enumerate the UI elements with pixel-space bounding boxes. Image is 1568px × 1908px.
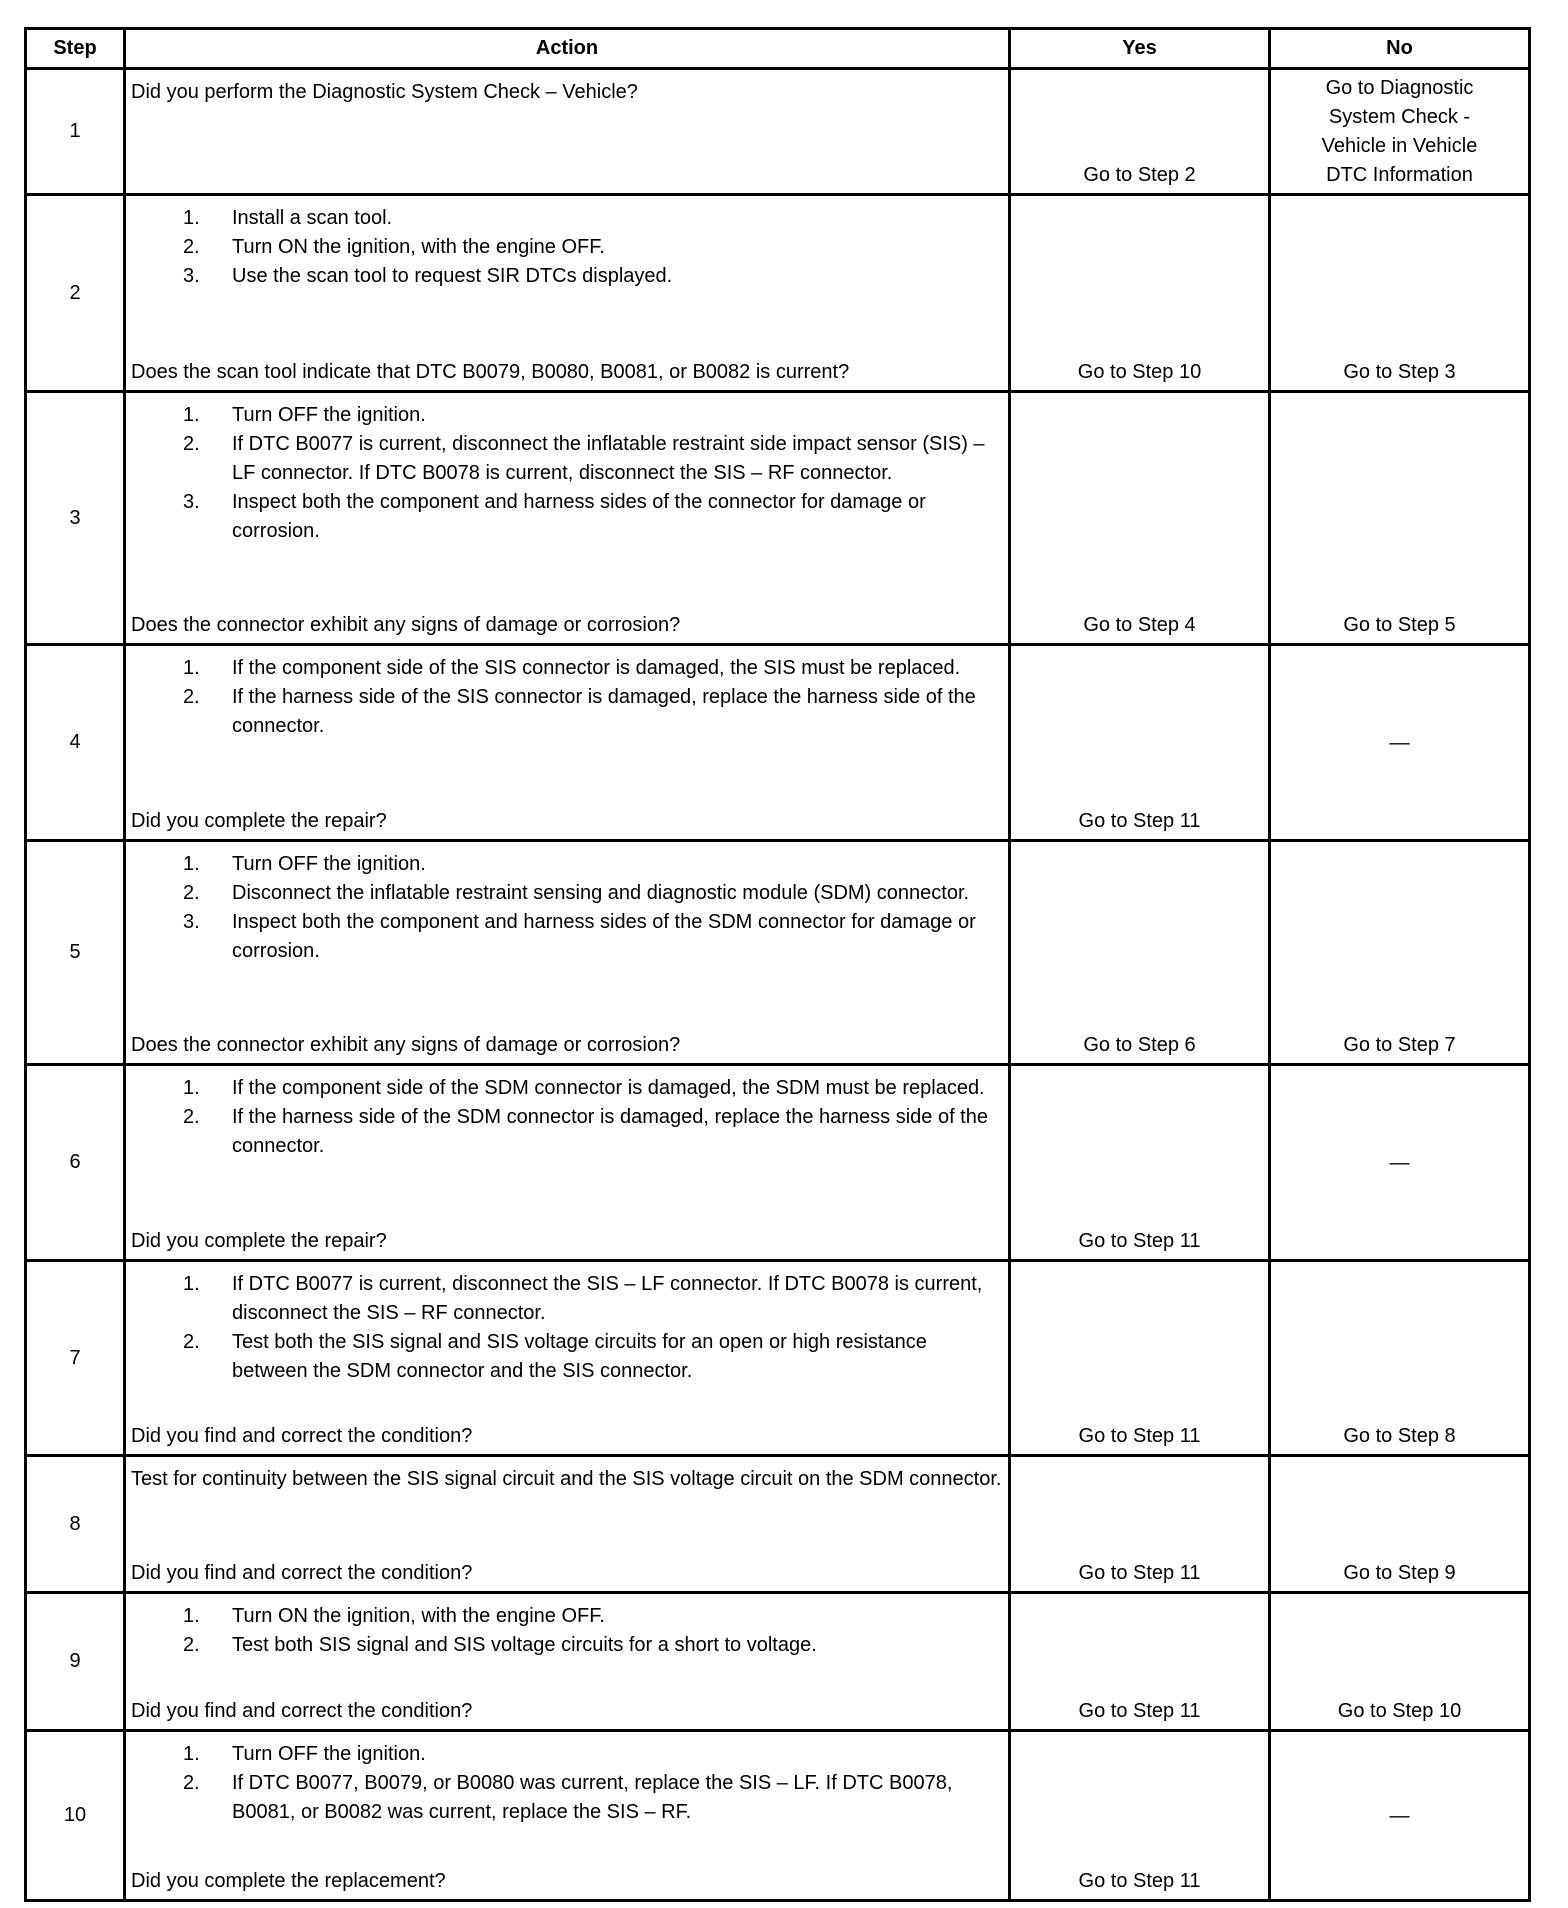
action-item: If DTC B0077 is current, disconnect the SIS – LF connector. If DTC B0078 is current, disconnect the SIS – RF connector.	[232, 1273, 983, 1324]
no-result: Go to Step 8	[1271, 1262, 1531, 1457]
yes-result: Go to Step 11	[1011, 646, 1271, 842]
no-result: —	[1271, 1066, 1531, 1262]
action-item: Inspect both the component and harness sides of the connector for damage or corrosion.	[232, 491, 926, 542]
header-yes: Yes	[1011, 30, 1271, 70]
action-steps-list	[131, 401, 1004, 546]
step-number: 7	[27, 1262, 126, 1457]
yes-result: Go to Step 11	[1011, 1262, 1271, 1457]
yes-result: Go to Step 11	[1011, 1594, 1271, 1732]
step-number: 5	[27, 842, 126, 1066]
no-result: Go to Diagnostic System Check - Vehicle in Vehicle DTC Information	[1271, 70, 1531, 196]
action-steps-list	[131, 1602, 1004, 1660]
action-cell	[126, 196, 1011, 393]
action-question: Does the scan tool indicate that DTC B0079, B0080, B0081, or B0082 is current?	[131, 361, 850, 383]
action-cell	[126, 1594, 1011, 1732]
action-question: Did you find and correct the condition?	[131, 1425, 473, 1447]
no-result: —	[1271, 646, 1531, 842]
action-question: Did you perform the Diagnostic System Check – Vehicle?	[131, 81, 638, 103]
action-steps-list	[131, 850, 1004, 966]
no-result: Go to Step 3	[1271, 196, 1531, 393]
action-cell	[126, 393, 1011, 646]
step-number: 4	[27, 646, 126, 842]
no-result: Go to Step 9	[1271, 1457, 1531, 1594]
action-cell	[126, 842, 1011, 1066]
action-cell	[126, 1457, 1011, 1594]
header-no: No	[1271, 30, 1531, 70]
step-number: 3	[27, 393, 126, 646]
step-number: 2	[27, 196, 126, 393]
header-action: Action	[126, 30, 1011, 70]
action-item: If the harness side of the SIS connector is damaged, replace the harness side of the connector.	[232, 686, 976, 737]
step-number: 1	[27, 70, 126, 196]
header-step: Step	[27, 30, 126, 70]
action-question: Did you complete the repair?	[131, 810, 387, 832]
yes-result: Go to Step 6	[1011, 842, 1271, 1066]
step-number: 8	[27, 1457, 126, 1594]
yes-result: Go to Step 11	[1011, 1457, 1271, 1594]
action-steps-list	[131, 1740, 1004, 1827]
action-item: If DTC B0077 is current, disconnect the inflatable restraint side impact sensor (SIS) – LF connector. If DTC B0078 is current, disconnect the SIS – RF connector.	[232, 433, 985, 484]
action-item: If DTC B0077, B0079, or B0080 was current, replace the SIS – LF. If DTC B0078, B0081, or B0082 was current, replace the SIS – RF.	[232, 1772, 953, 1823]
action-question: Does the connector exhibit any signs of damage or corrosion?	[131, 1034, 681, 1056]
action-question: Did you find and correct the condition?	[131, 1700, 473, 1722]
action-cell	[126, 1066, 1011, 1262]
action-item: Disconnect the inflatable restraint sensing and diagnostic module (SDM) connector.	[232, 882, 970, 904]
action-cell	[126, 70, 1011, 196]
action-question: Did you complete the repair?	[131, 1230, 387, 1252]
action-item: Use the scan tool to request SIR DTCs displayed.	[232, 265, 673, 287]
action-item: Turn OFF the ignition.	[232, 404, 426, 426]
action-text: Test for continuity between the SIS signal circuit and the SIS voltage circuit on the SDM connector.	[131, 1468, 1002, 1490]
action-item: Install a scan tool.	[232, 207, 393, 229]
yes-result: Go to Step 10	[1011, 196, 1271, 393]
action-question: Does the connector exhibit any signs of damage or corrosion?	[131, 614, 681, 636]
step-number: 6	[27, 1066, 126, 1262]
action-cell	[126, 1732, 1011, 1902]
action-item: If the component side of the SDM connector is damaged, the SDM must be replaced.	[232, 1077, 985, 1099]
action-steps-list	[131, 654, 1004, 741]
yes-result: Go to Step 4	[1011, 393, 1271, 646]
yes-result: Go to Step 11	[1011, 1066, 1271, 1262]
no-result: Go to Step 10	[1271, 1594, 1531, 1732]
no-result: Go to Step 7	[1271, 842, 1531, 1066]
action-item: Test both SIS signal and SIS voltage circuits for a short to voltage.	[232, 1634, 817, 1656]
action-cell	[126, 646, 1011, 842]
action-item: Turn ON the ignition, with the engine OFF.	[232, 236, 605, 258]
yes-result: Go to Step 11	[1011, 1732, 1271, 1902]
action-cell	[126, 1262, 1011, 1457]
step-number: 9	[27, 1594, 126, 1732]
no-result: Go to Step 5	[1271, 393, 1531, 646]
action-steps-list	[131, 204, 1004, 291]
no-result: —	[1271, 1732, 1531, 1902]
action-question: Did you find and correct the condition?	[131, 1562, 473, 1584]
action-item: Turn ON the ignition, with the engine OFF.	[232, 1605, 605, 1627]
action-steps-list	[131, 1074, 1004, 1161]
action-item: Turn OFF the ignition.	[232, 1743, 426, 1765]
yes-result: Go to Step 2	[1011, 70, 1271, 196]
action-item: If the harness side of the SDM connector is damaged, replace the harness side of the connector.	[232, 1106, 988, 1157]
action-item: Test both the SIS signal and SIS voltage circuits for an open or high resistance between the SDM connector and the SIS connector.	[232, 1331, 927, 1382]
action-question: Did you complete the replacement?	[131, 1870, 446, 1892]
action-item: If the component side of the SIS connector is damaged, the SIS must be replaced.	[232, 657, 961, 679]
action-item: Turn OFF the ignition.	[232, 853, 426, 875]
action-steps-list	[131, 1270, 1004, 1386]
action-item: Inspect both the component and harness sides of the SDM connector for damage or corrosion.	[232, 911, 976, 962]
step-number: 10	[27, 1732, 126, 1902]
diagnostic-steps-table	[24, 27, 1531, 1902]
